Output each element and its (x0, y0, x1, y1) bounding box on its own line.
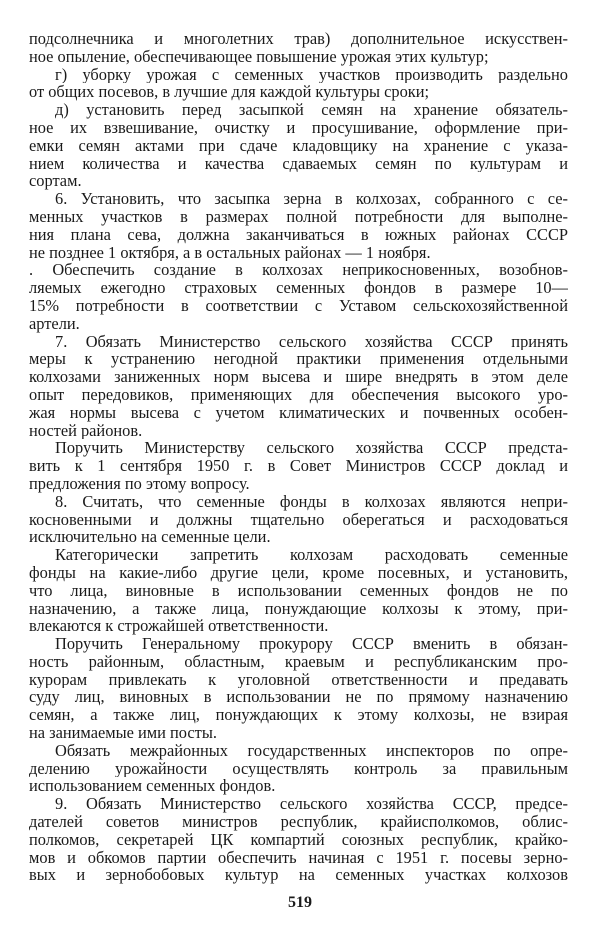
text-line: 7. Обязать Министерство сельского хозяйства СССР принять (55, 332, 568, 351)
text-line: что лица, виновные в использовании семенных фондов не по (29, 581, 568, 600)
text-line: не позднее 1 октября, а в остальных районах — 1 ноября. (29, 243, 431, 262)
text-line: жая нормы высева с учетом климатических и почвенных особен- (29, 403, 568, 422)
text-line: ное их взвешивание, очистку и просушивание, оформление при- (29, 118, 568, 137)
text-line: меры к устранению негодной практики применения отдельными (29, 350, 568, 369)
text-line: нием количества и качества сдаваемых семян по культурам и (29, 154, 568, 173)
document-body (29, 30, 568, 884)
text-line: полкомов, секретарей ЦК компартий союзных республик, крайко- (29, 830, 568, 849)
text-line: д) установить перед засыпкой семян на хранение обязатель- (55, 101, 568, 119)
text-line: Обязать межрайонных государственных инспекторов по опре- (55, 741, 568, 760)
text-line: 6. Установить, что засыпка зерна в колхозах, собранного с се- (55, 190, 568, 208)
text-line: колхозами заниженных норм высева и шире внедрять в этом деле (29, 368, 568, 386)
text-line: мов и обкомов партии обеспечить начиная с 1951 г. посевы зерно- (29, 848, 568, 867)
text-line: ность районным, областным, краевым и республиканским про- (29, 652, 568, 671)
text-line: опыт передовиков, применяющих для обеспечения высокого уро- (29, 385, 568, 404)
text-line: емки семян актами при сдаче кладовщику на хранение с указа- (29, 136, 568, 155)
text-line: от общих посевов, в лучшие для каждой культуры сроки; (29, 83, 430, 102)
text-line: на занимаемые ими посты. (29, 724, 217, 742)
text-line: суду лиц, виновных в использовании не по прямому назначению (29, 688, 568, 707)
text-line: артели. (29, 314, 80, 333)
text-line: ностей районов. (29, 421, 143, 440)
text-line: предложения по этому вопросу. (29, 474, 250, 493)
text-line: Категорически запретить колхозам расходовать семенные (55, 546, 568, 564)
text-line: влекаются к строжайшей ответственности. (29, 617, 329, 636)
text-line: подсолнечника и многолетних трав) дополнительное искусствен- (29, 30, 568, 48)
text-line: 15% потребности в соответствии с Уставом сельскохозяйственной (29, 296, 568, 315)
page-number: 519 (288, 894, 312, 911)
text-line: ния плана сева, должна заканчиваться в южных районах СССР (29, 225, 568, 244)
text-line: дателей советов министров республик, крайисполкомов, облис- (29, 813, 568, 831)
text-line: вить к 1 сентября 1950 г. в Совет Министров СССР доклад и (29, 457, 568, 475)
text-line: делению урожайности осуществлять контроль за правильным (29, 759, 568, 778)
text-line: сортам. (29, 172, 82, 191)
text-line: Поручить Генеральному прокурору СССР вменить в обязан- (55, 635, 568, 653)
text-line: 9. Обязать Министерство сельского хозяйства СССР, предсе- (55, 795, 568, 814)
text-line: использованием семенных фондов. (29, 777, 276, 796)
text-line: 8. Считать, что семенные фонды в колхозах являются непри- (55, 492, 568, 511)
text-line: вых и зернобобовых культур на семенных участках колхозов (29, 866, 568, 885)
text-line: ное опыление, обеспечивающее повышение урожая этих культур; (29, 47, 489, 66)
text-line: семян, а также лиц, понуждающих к этому колхозы, не взирая (29, 706, 568, 725)
text-line: фонды на какие-либо другие цели, кроме посевных, и установить, (29, 563, 568, 582)
text-line: ляемых ежегодно страховых семенных фондов в размере 10— (29, 279, 568, 297)
text-line: косновенными и должны тщательно оберегаться и расходоваться (29, 510, 568, 529)
text-line: менных участков в размерах полной потребности для выполне- (29, 207, 568, 226)
text-line: курорам привлекать к уголовной ответственности и предавать (29, 670, 568, 689)
text-line: исключительно на семенные цели. (29, 528, 271, 547)
text-line: . Обеспечить создание в колхозах неприкосновенных, возобнов- (29, 261, 568, 280)
text-line: г) уборку урожая с семенных участков производить раздельно (55, 65, 568, 84)
text-line: Поручить Министерству сельского хозяйства СССР предста- (55, 439, 568, 458)
text-line: назначению, а также лица, понуждающие колхозы к этому, при- (29, 599, 568, 618)
